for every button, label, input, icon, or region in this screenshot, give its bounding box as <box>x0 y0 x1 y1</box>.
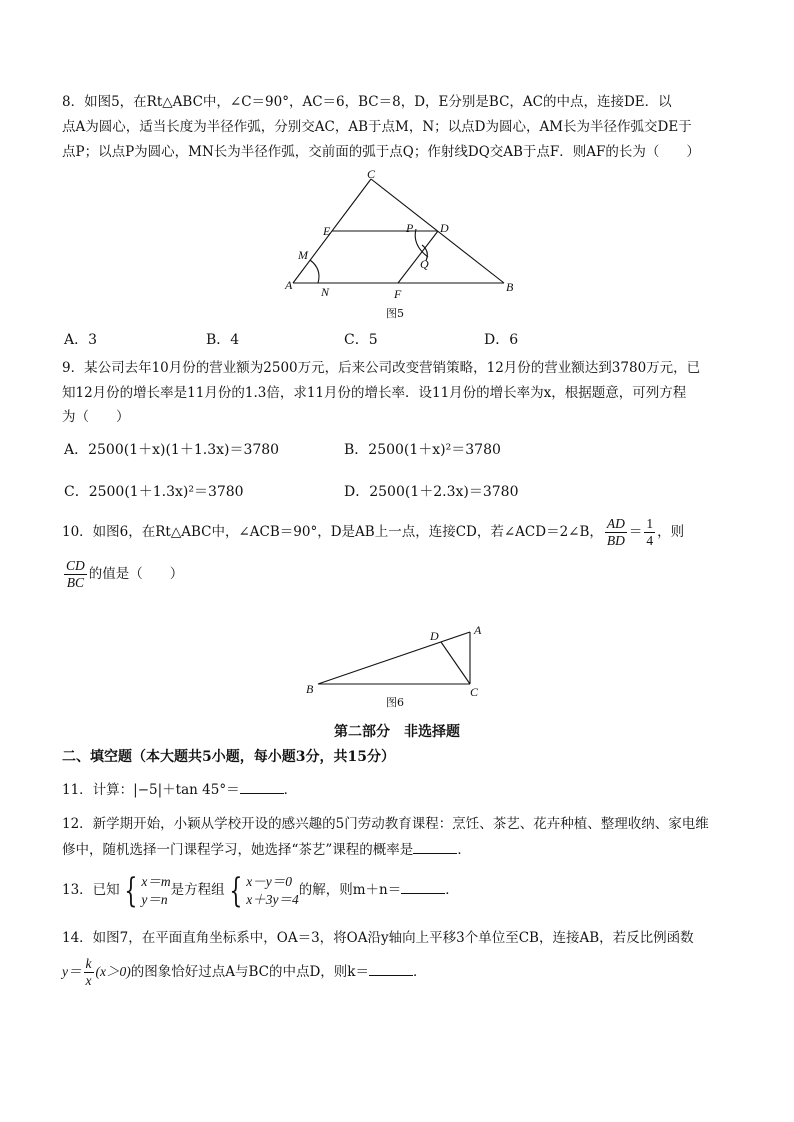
q13-end: ． <box>445 882 459 898</box>
q9-option-d: D．2500(1＋2.3x)＝3780 <box>344 484 519 500</box>
q11 <box>62 780 297 800</box>
label-D: D <box>430 629 439 643</box>
q14-y-eq: y＝ <box>62 964 82 979</box>
segment-DC <box>441 642 470 684</box>
q8-line2: 点A为圆心，适当长度为半径作弧，分别交AC，AB于点M，N；以点D为圆心，AM长为半径作弧交DE于 <box>62 119 692 135</box>
q10-ratio-value-num: 1 <box>646 516 654 531</box>
q9-option-c: C．2500(1＋1.3x)²＝3780 <box>64 484 244 500</box>
label-A: A <box>474 623 482 637</box>
q10-ratio-eq: ＝ <box>628 524 643 540</box>
label-A: A <box>285 278 293 292</box>
q10-line1 <box>62 514 684 550</box>
q12-line1: 12．新学期开始，小颖从学校开设的感兴趣的5门劳动教育课程：烹饪、茶艺、花卉种植、整理收纳、家电维 <box>62 816 709 832</box>
q14-end: ． <box>413 964 427 980</box>
q13-sol-x: x＝m <box>141 873 171 889</box>
part2-title: 第二部分 非选择题 <box>334 724 460 740</box>
label-B: B <box>306 682 314 696</box>
q8-line3: 点P；以点P为圆心，MN长为半径作弧，交前面的弧于点Q；作射线DQ交AB于点F．则AF的长为（ ） <box>62 144 700 160</box>
label-C: C <box>470 685 479 699</box>
q13-brace-solution: { <box>124 870 137 911</box>
q10-frac-num: CD <box>66 558 85 573</box>
q14-answer-blank[interactable] <box>369 975 413 976</box>
q14-line2 <box>62 952 427 992</box>
q10-line1-end: ，则 <box>657 524 685 540</box>
label-D: D <box>440 221 449 235</box>
label-F: F <box>394 287 402 301</box>
q10-line2 <box>62 556 183 592</box>
figure-6 <box>298 618 498 713</box>
q10-line1-text: 10．如图6，在Rt△ABC中，∠ACB＝90°，D是AB上一点，连接CD，若∠ACD＝2∠B， <box>62 524 603 540</box>
label-Q: Q <box>420 257 429 271</box>
q11-end: ． <box>283 782 298 798</box>
q10-frac-den: BC <box>66 575 85 590</box>
q14-frac-num: k <box>85 956 92 971</box>
q13-system <box>246 873 298 909</box>
q8-option-c: C．5 <box>344 332 378 348</box>
q13-middle: 是方程组 <box>170 882 225 898</box>
q9-line1: 9．某公司去年10月份的营业额为2500万元，后来公司改变营销策略，12月份的营业额达到3780万元，已 <box>62 360 701 376</box>
arc-MN <box>310 260 319 283</box>
q13-answer-blank[interactable] <box>401 893 445 894</box>
q11-answer-blank[interactable] <box>240 793 284 794</box>
q14-k-over-x <box>84 956 94 989</box>
q8-option-a: A．3 <box>64 332 98 348</box>
q13-prefix: 13．已知 <box>62 882 120 898</box>
figure-5 <box>280 165 520 325</box>
q12-line2 <box>62 840 471 860</box>
q10-fraction-cd-bc <box>64 558 87 591</box>
q8-option-d: D．6 <box>484 332 519 348</box>
figure-6-caption: 图6 <box>386 696 404 709</box>
q14-frac-den: x <box>85 973 92 988</box>
q12-answer-blank[interactable] <box>413 853 457 854</box>
label-E: E <box>323 224 331 238</box>
label-N: N <box>321 285 330 299</box>
q9-line2: 知12月份的增长率是11月份的1.3倍，求11月份的增长率．设11月份的增长率为x，根据题意，可列方程 <box>62 385 687 401</box>
q8-option-b: B．4 <box>206 332 240 348</box>
q13 <box>62 868 459 912</box>
label-M: M <box>298 248 308 262</box>
q13-brace-system: { <box>228 870 242 911</box>
q8-line1: 8．如图5，在Rt△ABC中，∠C＝90°，AC＝6，BC＝8，D，E分别是BC，AC的中点，连接DE．以 <box>62 94 672 110</box>
q10-line2-text: 的值是（ ） <box>88 566 184 582</box>
ray-DF <box>398 231 438 283</box>
q12-line2-text: 修中，随机选择一门课程学习，她选择“茶艺”课程的概率是 <box>62 842 414 858</box>
q9-line3: 为（ ） <box>62 409 130 425</box>
segment-BA <box>318 632 470 684</box>
q14-line2-text: 的图象恰好过点A与BC的中点D，则k＝ <box>130 964 369 980</box>
label-P: P <box>406 221 414 235</box>
q12-end: ． <box>457 842 471 858</box>
q14-line1: 14．如图7，在平面直角坐标系中，OA＝3，将OA沿y轴向上平移3个单位至CB，连接AB，若反比例函数 <box>62 930 694 946</box>
q10-ratio-num: AD <box>606 516 625 531</box>
q13-eq1: x－y＝0 <box>246 873 292 889</box>
label-C: C <box>367 167 376 181</box>
q13-eq2: x＋3y＝4 <box>246 891 299 907</box>
figure-5-caption: 图5 <box>386 307 404 320</box>
q9-option-a: A．2500(1＋x)(1＋1.3x)＝3780 <box>64 442 280 458</box>
q13-sol-y: y＝n <box>141 891 168 907</box>
q11-text: 11．计算：|−5|＋tan 45°＝ <box>62 782 240 798</box>
q10-ratio-ad-bd <box>605 516 627 549</box>
q13-solution <box>141 873 170 909</box>
q10-ratio-value <box>644 516 655 549</box>
q13-suffix: 的解，则m＋n＝ <box>298 882 402 898</box>
q10-ratio-value-den: 4 <box>646 533 654 548</box>
label-B: B <box>506 280 514 294</box>
q10-ratio-den: BD <box>606 533 625 548</box>
q9-option-b: B．2500(1＋x)²＝3780 <box>344 442 501 458</box>
q14-domain: (x＞0) <box>95 964 131 979</box>
section2-heading: 二、填空题（本大题共5小题，每小题3分，共15分） <box>62 749 395 765</box>
